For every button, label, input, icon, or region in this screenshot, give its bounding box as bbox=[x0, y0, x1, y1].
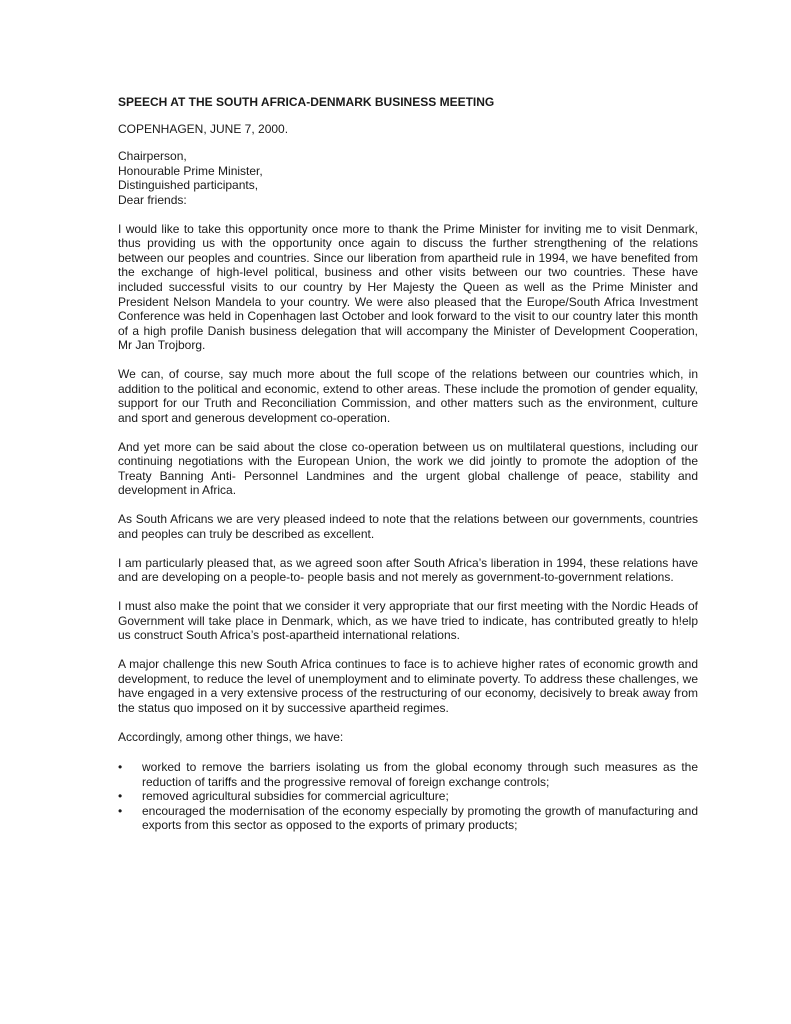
bullet-text: removed agricultural subsidies for commercial agriculture; bbox=[142, 789, 449, 804]
paragraph: As South Africans we are very pleased indeed to note that the relations between our governments, countries and peoples can truly be described as excellent. bbox=[118, 512, 698, 541]
bullet-item bbox=[118, 789, 698, 804]
bullet-text: worked to remove the barriers isolating us from the global economy through such measures as the reduction of tariffs and the progressive removal of foreign exchange controls; bbox=[142, 760, 698, 789]
dateline: COPENHAGEN, JUNE 7, 2000. bbox=[118, 122, 289, 137]
salutation-line: Honourable Prime Minister, bbox=[118, 163, 263, 178]
bullet-icon: • bbox=[118, 760, 123, 775]
paragraph: I would like to take this opportunity once more to thank the Prime Minister for inviting me to visit Denmark, thus providing us with the opportunity once again to discuss the further strengthening of the relations between our peoples and countries. Since our liberation from apartheid rule in 1994, we have benefited from the exchange of high-level political, business and other visits between our two countries. These have included successful visits to our country by Her Majesty the Queen as well as the Prime Minister and President Nelson Mandela to your country. We were also pleased that the Europe/South Africa Investment Conference was held in Copenhagen last October and look forward to the visit to our country later this month of a high profile Danish business delegation that will accompany the Minister of Development Cooperation, Mr Jan Trojborg. bbox=[118, 221, 698, 353]
bullet-item bbox=[118, 804, 698, 833]
bullet-item bbox=[118, 760, 698, 789]
paragraph: I must also make the point that we consider it very appropriate that our first meeting with the Nordic Heads of Government will take place in Denmark, which, as we have tried to indicate, has contributed greatly to h!elp us construct South Africa’s post-apartheid international relations. bbox=[118, 598, 698, 643]
paragraph: I am particularly pleased that, as we agreed soon after South Africa’s liberation in 1994, these relations have and are developing on a people-to- people basis and not merely as government-to-government relations. bbox=[118, 555, 698, 585]
paragraph: A major challenge this new South Africa continues to face is to achieve higher rates of economic growth and development, to reduce the level of unemployment and to eliminate poverty. To address these challenges, we have engaged in a very extensive process of the restructuring of our economy, decisively to break away from the status quo imposed on it by successive apartheid regimes. bbox=[118, 656, 698, 715]
bullet-list bbox=[118, 760, 698, 833]
salutation bbox=[118, 149, 698, 207]
document-page bbox=[118, 95, 698, 833]
salutation-line: Chairperson, bbox=[118, 149, 187, 164]
bullet-icon: • bbox=[118, 803, 123, 818]
paragraph: We can, of course, say much more about the full scope of the relations between our countries which, in addition to the political and economic, extend to other areas. These include the promotion of gender equality, support for our Truth and Reconciliation Commission, and other matters such as the environment, culture and sport and generous development co-operation. bbox=[118, 367, 698, 425]
salutation-line: Distinguished participants, bbox=[118, 178, 259, 193]
bullet-text: encouraged the modernisation of the economy especially by promoting the growth of manufacturing and exports from this sector as opposed to the exports of primary products; bbox=[142, 803, 698, 833]
paragraph: Accordingly, among other things, we have: bbox=[118, 729, 344, 744]
bullet-icon: • bbox=[118, 789, 123, 804]
speech-title: SPEECH AT THE SOUTH AFRICA-DENMARK BUSINESS MEETING bbox=[118, 95, 495, 109]
paragraph: And yet more can be said about the close co-operation between us on multilateral questions, including our continuing negotiations with the European Union, the work we did jointly to promote the adoption of the Treaty Banning Anti- Personnel Landmines and the urgent global challenge of peace, stability and development in Africa. bbox=[118, 439, 698, 498]
salutation-line: Dear friends: bbox=[118, 192, 187, 207]
